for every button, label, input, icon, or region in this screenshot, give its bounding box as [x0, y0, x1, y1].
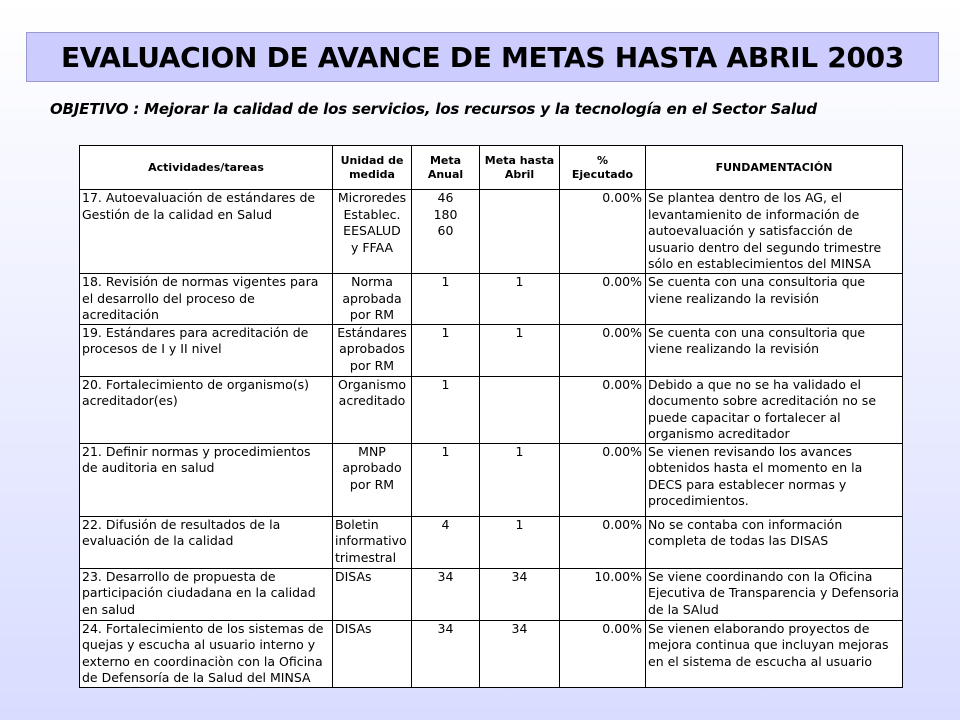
- cell-fundamentacion: Se vienen elaborando proyectos de mejora continua que incluyan mejoras en el sistema de escucha al usuario: [646, 620, 903, 687]
- cell-ejecutado: 0.00%: [560, 443, 646, 516]
- cell-ejecutado: 0.00%: [560, 324, 646, 376]
- table-row: [80, 324, 903, 376]
- cell-meta-anual: 1: [412, 376, 480, 443]
- cell-ejecutado: 0.00%: [560, 190, 646, 274]
- table-row: [80, 516, 903, 568]
- cell-ejecutado: 0.00%: [560, 620, 646, 687]
- table-body: [80, 190, 903, 688]
- cell-meta-anual: 34: [412, 620, 480, 687]
- table-row: [80, 568, 903, 620]
- cell-unidad: Estándares aprobados por RM: [333, 324, 412, 376]
- cell-fundamentacion: No se contaba con información completa de todas las DISAS: [646, 516, 903, 568]
- cell-ejecutado: 0.00%: [560, 274, 646, 325]
- table-row: [80, 620, 903, 687]
- table-header: [80, 146, 903, 190]
- cell-fundamentacion: Se plantea dentro de los AG, el levantamienito de información de autoevaluación y satisfacción de usuario dentro del segundo trimestre sólo en establecimientos del MINSA: [646, 190, 903, 274]
- cell-unidad: Organismo acreditado: [333, 376, 412, 443]
- cell-meta-anual: 46 180 60: [412, 190, 480, 274]
- cell-meta-abril: [480, 190, 560, 274]
- cell-meta-anual: 1: [412, 324, 480, 376]
- header-unidad: Unidad de medida: [333, 146, 412, 190]
- cell-ejecutado: 0.00%: [560, 376, 646, 443]
- cell-meta-anual: 4: [412, 516, 480, 568]
- cell-unidad: Norma aprobada por RM: [333, 274, 412, 325]
- cell-fundamentacion: Se cuenta con una consultoria que viene realizando la revisión: [646, 324, 903, 376]
- cell-fundamentacion: Se vienen revisando los avances obtenidos hasta el momento en la DECS para establecer normas y procedimientos.: [646, 443, 903, 516]
- header-meta-abril: Meta hasta Abril: [480, 146, 560, 190]
- cell-meta-abril: 1: [480, 443, 560, 516]
- header-row: [80, 146, 903, 190]
- table-row: [80, 443, 903, 516]
- cell-meta-abril: 1: [480, 324, 560, 376]
- cell-unidad: MNP aprobado por RM: [333, 443, 412, 516]
- cell-actividad: 24. Fortalecimiento de los sistemas de quejas y escucha al usuario interno y externo en coordinaciòn con la Oficina de Defensoría de la Salud del MINSA: [80, 620, 333, 687]
- cell-meta-abril: 34: [480, 568, 560, 620]
- cell-actividad: 23. Desarrollo de propuesta de participación ciudadana en la calidad en salud: [80, 568, 333, 620]
- cell-meta-abril: [480, 376, 560, 443]
- cell-unidad: DISAs: [333, 568, 412, 620]
- cell-fundamentacion: Debido a que no se ha validado el documento sobre acreditación no se puede capacitar o fortalecer al organismo acreditador: [646, 376, 903, 443]
- cell-fundamentacion: Se viene coordinando con la Oficina Ejecutiva de Transparencia y Defensoria de la SAlud: [646, 568, 903, 620]
- table-row: [80, 376, 903, 443]
- cell-ejecutado: 0.00%: [560, 516, 646, 568]
- cell-fundamentacion: Se cuenta con una consultoria que viene realizando la revisión: [646, 274, 903, 325]
- cell-actividad: 22. Difusión de resultados de la evaluación de la calidad: [80, 516, 333, 568]
- cell-actividad: 21. Definir normas y procedimientos de auditoria en salud: [80, 443, 333, 516]
- cell-actividad: 19. Estándares para acreditación de procesos de I y II nivel: [80, 324, 333, 376]
- cell-meta-abril: 1: [480, 516, 560, 568]
- cell-unidad: DISAs: [333, 620, 412, 687]
- objective-text: OBJETIVO : Mejorar la calidad de los servicios, los recursos y la tecnología en el Sector Salud: [50, 100, 817, 118]
- cell-unidad: Microredes Establec. EESALUD y FFAA: [333, 190, 412, 274]
- header-ejecutado: % Ejecutado: [560, 146, 646, 190]
- header-fundamentacion: FUNDAMENTACIÓN: [646, 146, 903, 190]
- goals-table: [79, 145, 903, 688]
- table-row: [80, 274, 903, 325]
- title-banner: [26, 32, 939, 82]
- cell-meta-abril: 1: [480, 274, 560, 325]
- cell-actividad: 20. Fortalecimiento de organismo(s) acreditador(es): [80, 376, 333, 443]
- cell-actividad: 17. Autoevaluación de estándares de Gestión de la calidad en Salud: [80, 190, 333, 274]
- page-title: EVALUACION DE AVANCE DE METAS HASTA ABRIL 2003: [60, 40, 905, 74]
- header-meta-anual: Meta Anual: [412, 146, 480, 190]
- cell-meta-anual: 1: [412, 443, 480, 516]
- header-actividades: Actividades/tareas: [80, 146, 333, 190]
- cell-meta-anual: 34: [412, 568, 480, 620]
- cell-unidad: Boletin informativo trimestral: [333, 516, 412, 568]
- cell-ejecutado: 10.00%: [560, 568, 646, 620]
- cell-meta-abril: 34: [480, 620, 560, 687]
- cell-meta-anual: 1: [412, 274, 480, 325]
- cell-actividad: 18. Revisión de normas vigentes para el desarrollo del proceso de acreditación: [80, 274, 333, 325]
- table-row: [80, 190, 903, 274]
